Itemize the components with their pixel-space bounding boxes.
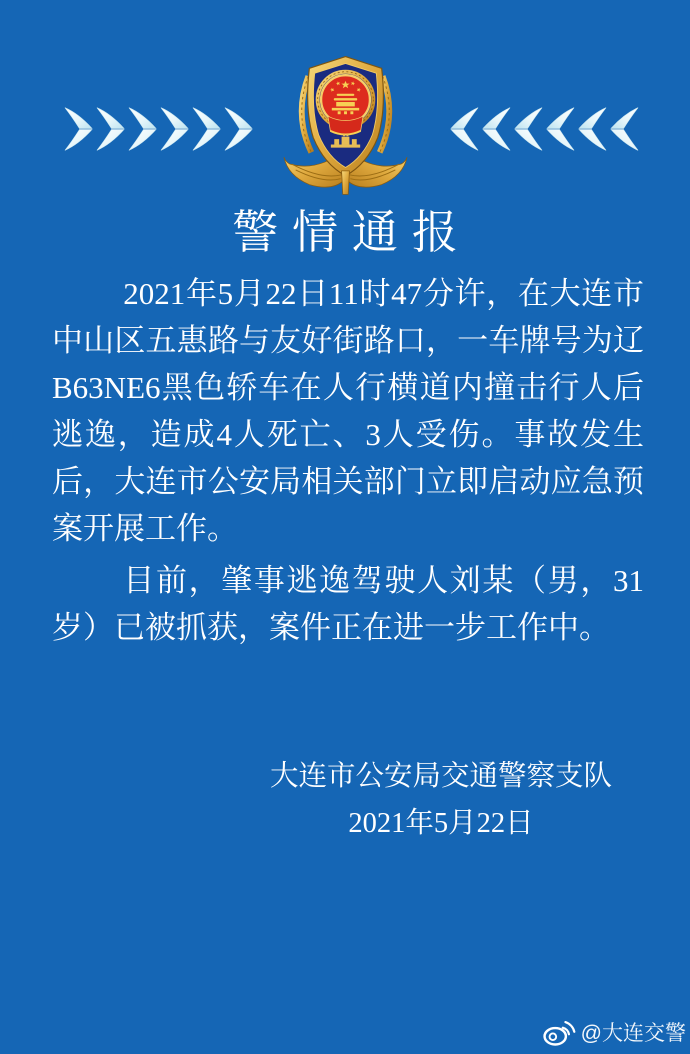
signature-date: 2021年5月22日	[348, 808, 534, 839]
signature-block	[270, 753, 612, 847]
signature-organization: 大连市公安局交通警察支队	[269, 761, 612, 792]
police-badge-emblem	[282, 50, 409, 198]
chevron-icon	[545, 106, 576, 152]
chevron-icon	[577, 106, 608, 152]
chevron-icon	[159, 106, 190, 152]
right-chevron-decoration	[449, 106, 640, 152]
notice-title: 警情通报	[232, 207, 472, 258]
chevron-icon	[609, 106, 640, 152]
notice-body	[52, 270, 644, 651]
chevron-icon	[223, 106, 254, 152]
chevron-icon	[63, 106, 94, 152]
notice-paragraph-2: 目前，肇事逃逸驾驶人刘某（男，31岁）已被抓获，案件正在进一步工作中。	[52, 563, 644, 645]
left-chevron-decoration	[63, 106, 254, 152]
chevron-icon	[191, 106, 222, 152]
notice-paragraph-1: 2021年5月22日11时47分许，在大连市中山区五惠路与友好街路口，一车牌号为辽B63NE6黑色轿车在人行横道内撞击行人后逃逸，造成4人死亡、3人受伤。事故发生后，大连市公安局相关部门立即启动应急预案开展工作。	[52, 276, 644, 546]
weibo-watermark	[542, 1017, 686, 1047]
chevron-icon	[95, 106, 126, 152]
watermark-text: @大连交警	[580, 1022, 686, 1045]
chevron-icon	[481, 106, 512, 152]
chevron-icon	[513, 106, 544, 152]
chevron-icon	[127, 106, 158, 152]
chevron-icon	[449, 106, 480, 152]
weibo-icon	[542, 1019, 576, 1046]
